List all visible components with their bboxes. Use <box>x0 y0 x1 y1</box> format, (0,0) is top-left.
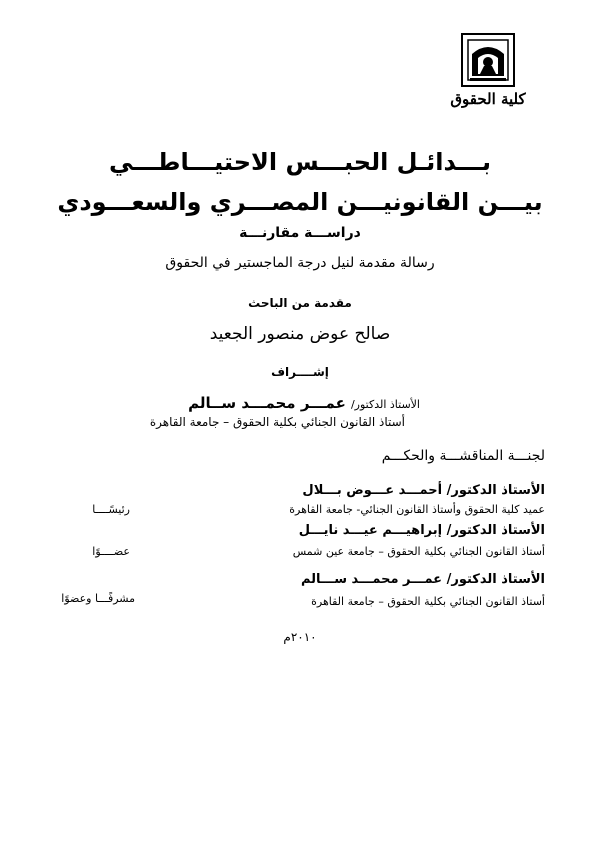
thesis-title-line-2: بيـــن القانونيـــن المصـــري والسعـــودي <box>57 188 543 216</box>
committee-member-position: عميد كلية الحقوق وأستاذ القانون الجنائي- جامعة القاهرة <box>289 503 545 516</box>
committee-member-role: مشرفًـــا وعضوًا <box>61 592 135 605</box>
committee-member-name: الأستاذ الدكتور/ إبراهيـــم عيـــد نايـــل <box>298 523 545 538</box>
committee-heading: لجنـــة المناقشـــة والحكـــم <box>381 448 545 464</box>
thesis-title-line-1: بـــدائـل الحبـــس الاحتيـــاطـــي <box>108 148 492 176</box>
faculty-name: كلية الحقوق <box>450 90 526 108</box>
supervisor-title: الأستاذ الدكتور/ <box>350 398 420 411</box>
university-seal-icon <box>460 32 516 88</box>
committee-member-position: أستاذ القانون الجنائي بكلية الحقوق – جامعة عين شمس <box>292 545 545 558</box>
thesis-subtitle: دراســـة مقارنـــة <box>239 225 361 241</box>
presented-by-label: مقدمة من الباحث <box>248 296 352 310</box>
committee-member-position: أستاذ القانون الجنائي بكلية الحقوق – جامعة القاهرة <box>311 595 545 608</box>
committee-member-role: رئيسًــــا <box>92 503 130 516</box>
supervisor-line <box>188 393 420 412</box>
logo-block <box>428 32 548 108</box>
thesis-purpose: رسالة مقدمة لنيل درجة الماجستير في الحقوق <box>165 255 435 271</box>
supervisor-position: أستاذ القانون الجنائي بكلية الحقوق – جامعة القاهرة <box>149 415 405 429</box>
committee-member-name: الأستاذ الدكتور/ أحمـــد عـــوض بـــلال <box>302 483 545 498</box>
committee-member-role: عضــــوًا <box>92 545 130 558</box>
researcher-name: صالح عوض منصور الجعيد <box>209 324 391 344</box>
thesis-year: ٢٠١٠م <box>283 630 317 644</box>
supervision-label: إشــــراف <box>271 365 329 379</box>
committee-member-name: الأستاذ الدكتور/ عمـــر محمـــد ســـالم <box>300 572 545 587</box>
supervisor-name: عمـــر محمـــد ســالم <box>188 394 346 412</box>
